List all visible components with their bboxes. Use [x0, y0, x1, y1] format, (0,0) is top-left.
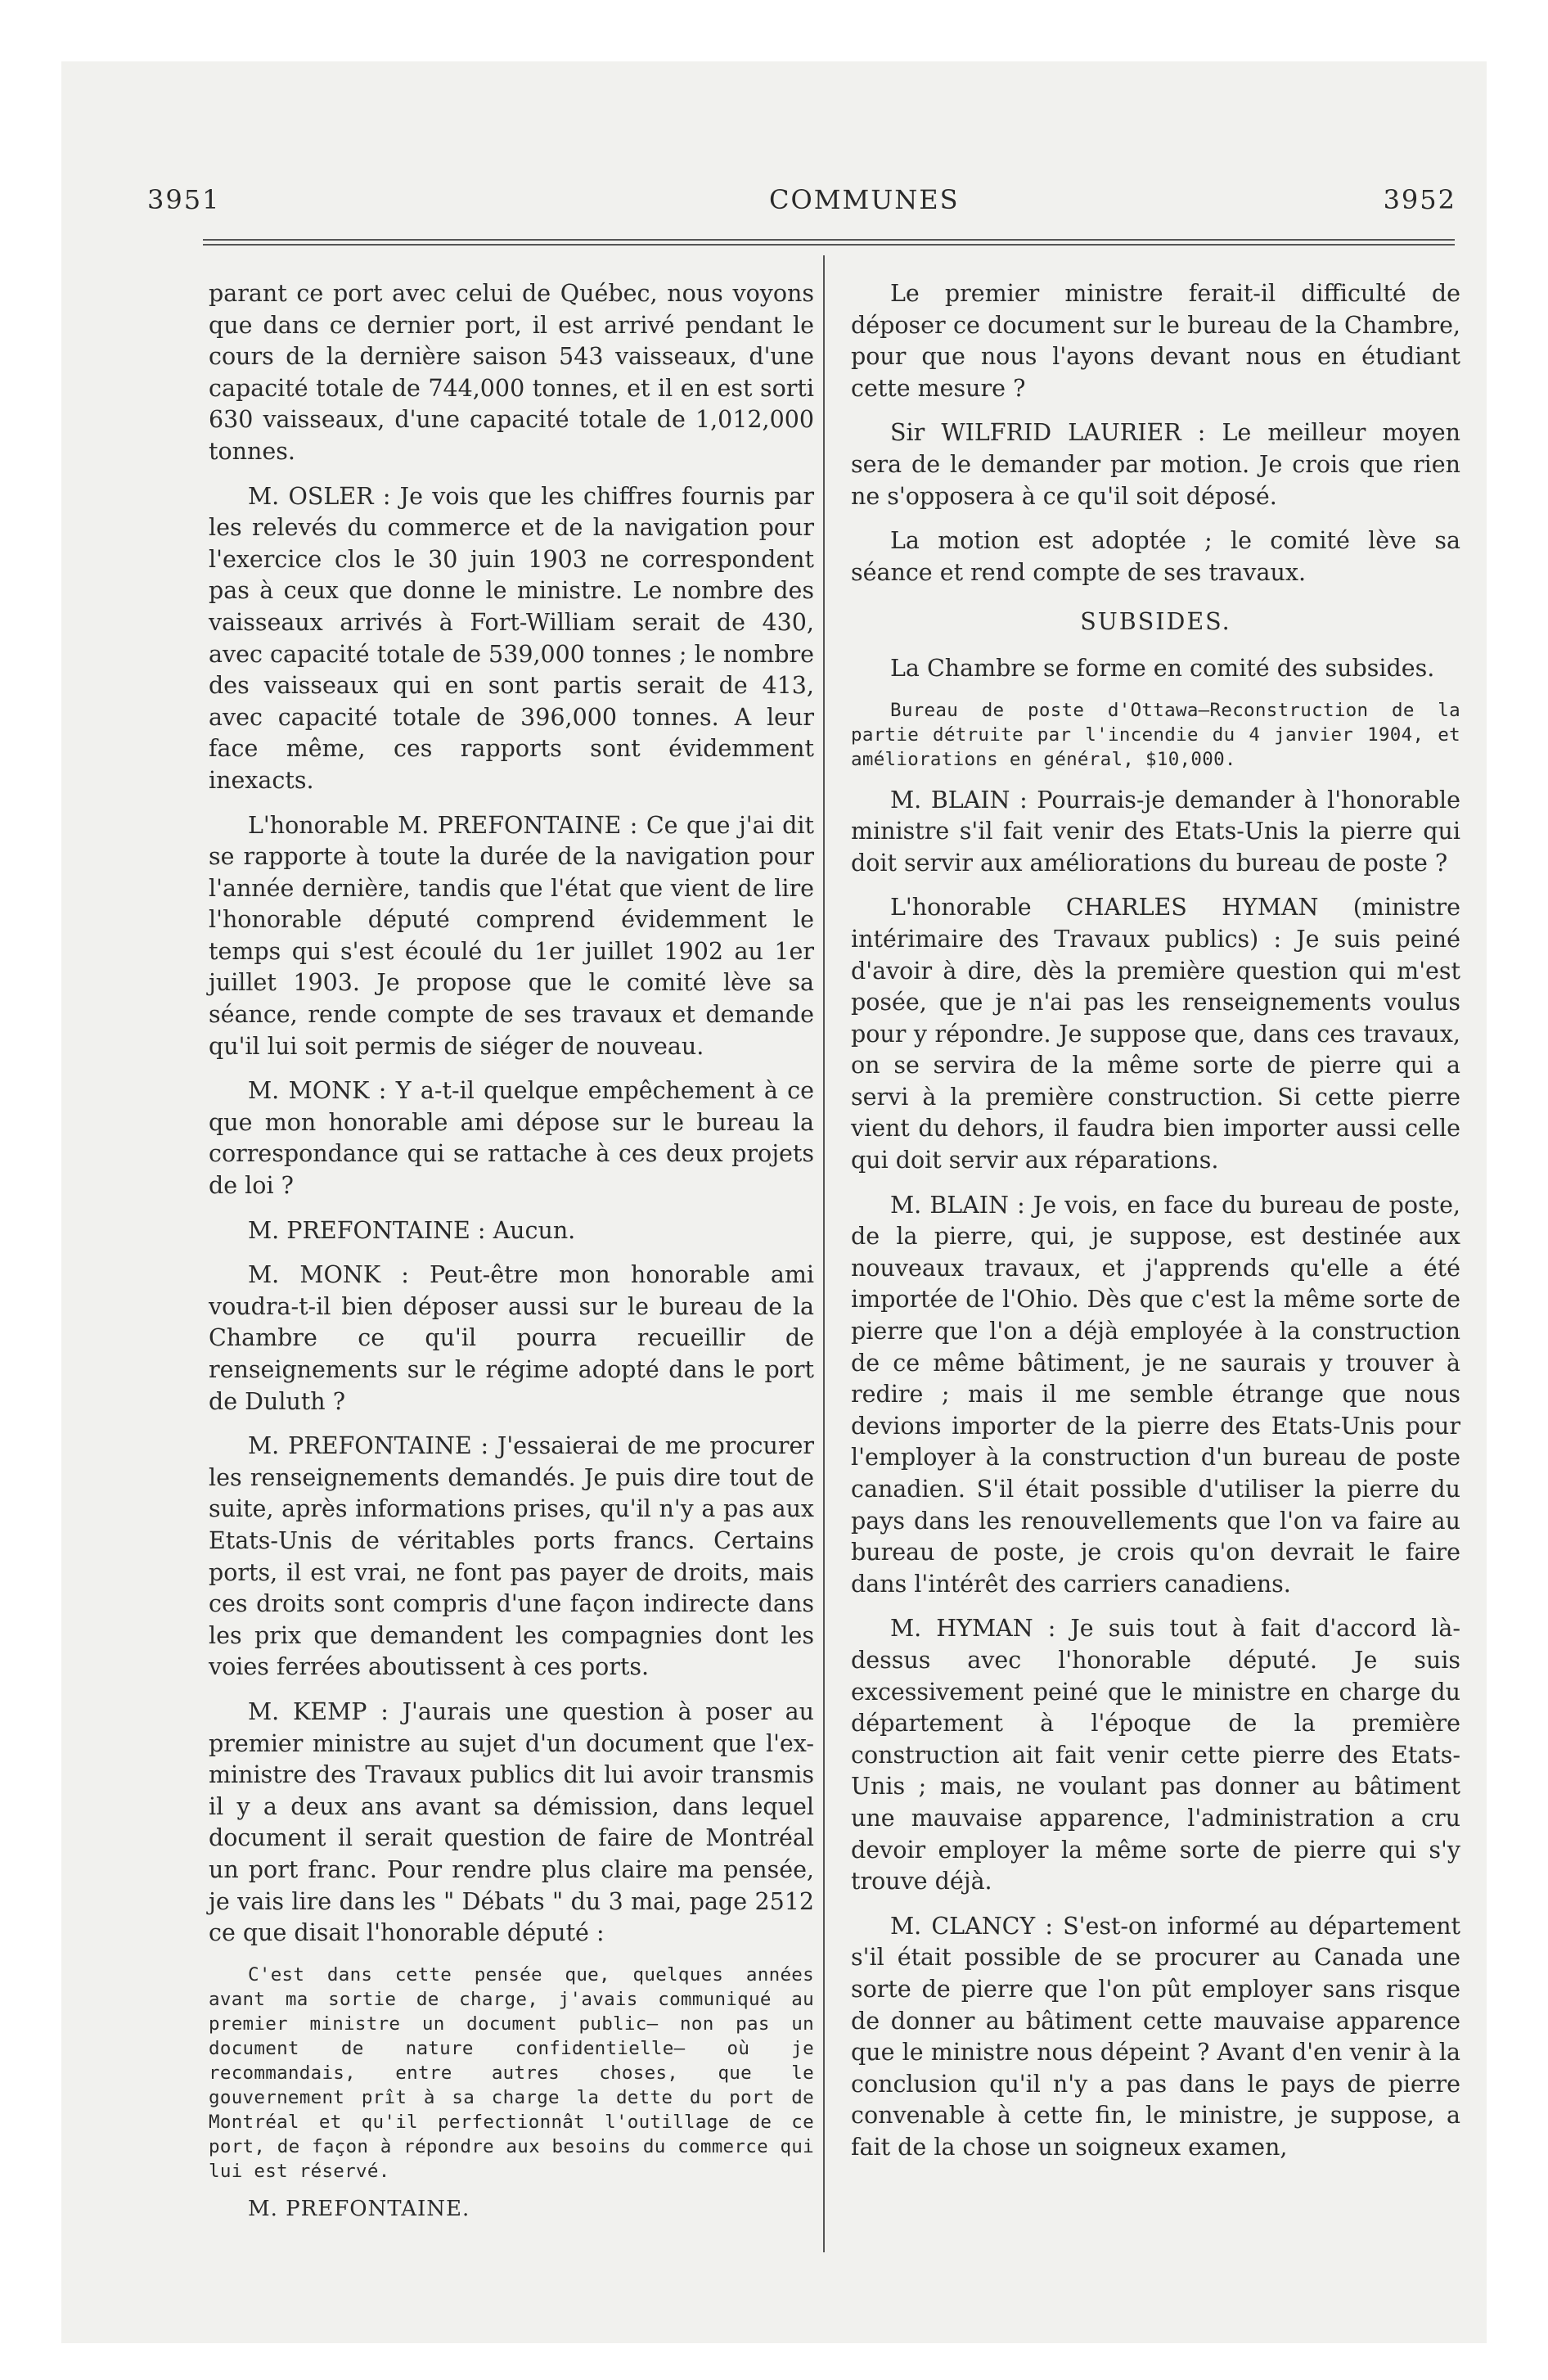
running-title: COMMUNES: [769, 184, 960, 215]
paragraph: M. BLAIN : Pourrais-je demander à l'honorable ministre s'il fait venir des Etats-Unis la pierre qui doit servir aux améliorations du bureau de poste ?: [851, 786, 1460, 877]
left-page-number: 3951: [147, 184, 221, 215]
header-rule-top: [203, 239, 1455, 241]
right-page-number: 3952: [1383, 184, 1456, 215]
paragraph: M. OSLER : Je vois que les chiffres fournis par les relevés du commerce et de la navigation pour l'exercice clos le 30 juin 1903 ne correspondent pas à ceux que donne le ministre. Le nombre des vaisseaux arrivés à Fort-William serait de 430, avec capacité totale de 539,000 tonnes ; le nombre des vaisseaux qui en sont partis serait de 413, avec capacité totale de 396,000 tonnes. A leur face même, ces rapports sont évidemment inexacts.: [209, 482, 814, 794]
paragraph: M. PREFONTAINE : J'essaierai de me procurer les renseignements demandés. Je puis dire tout de suite, après informations prises, qu'il n'y a pas aux Etats-Unis de véritables ports francs. Certains ports, il est vrai, ne font pas payer de droits, mais ces droits sont compris d'une façon indirecte dans les prix que demandent les compagnies dont les voies ferrées aboutissent à ces ports.: [209, 1432, 814, 1681]
paragraph: M. PREFONTAINE : Aucun.: [248, 1216, 576, 1244]
paragraph: M. BLAIN : Je vois, en face du bureau de poste, de la pierre, qui, je suppose, est destinée aux nouveaux travaux, et j'apprends qu'elle a été importée de l'Ohio. Dès que c'est la même sorte de pierre que l'on a déjà employée à la construction de ce même bâtiment, je ne saurais y trouver à redire ; mais il me semble étrange que nous devions importer de la pierre des Etats-Unis pour l'employer à la construction d'un bureau de poste canadien. S'il était possible d'utiliser la pierre du pays dans les renouvellements que l'on va faire au bureau de poste, je crois qu'on devrait le faire dans l'intérêt des carriers canadiens.: [851, 1191, 1460, 1598]
paragraph: L'honorable CHARLES HYMAN (ministre intérimaire des Travaux publics) : Je suis peiné d'avoir à dire, dès la première question qui m'est posée, que je n'ai pas les renseignements voulus pour y répondre. Je suppose que, dans ces travaux, on se servira de la même sorte de pierre qui a servi à la première construction. Si cette pierre vient du dehors, il faudra bien importer aussi celle qui doit servir aux réparations.: [851, 894, 1460, 1174]
paragraph: L'honorable M. PREFONTAINE : Ce que j'ai dit se rapporte à toute la durée de la navigation pour l'année dernière, tandis que l'état que vient de lire l'honorable député comprend évidemment le temps qui s'est écoulé du 1er juillet 1902 au 1er juillet 1903. Je propose que le comité lève sa séance, rende compte de ses travaux et demande qu'il lui soit permis de siéger de nouveau.: [209, 811, 814, 1060]
paragraph: Le premier ministre ferait-il difficulté de déposer ce document sur le bureau de la Chambre, pour que nous l'ayons devant nous en étudiant cette mesure ?: [851, 280, 1460, 402]
paragraph: parant ce port avec celui de Québec, nous voyons que dans ce dernier port, il est arrivé pendant le cours de la dernière saison 543 vaisseaux, d'une capacité totale de 744,000 tonnes, et il en est sorti 630 vaisseaux, d'une capacité totale de 1,012,000 tonnes.: [209, 280, 814, 465]
left-column: [209, 278, 814, 2238]
paragraph: La Chambre se forme en comité des subsides.: [890, 654, 1435, 682]
section-heading: SUBSIDES.: [1080, 608, 1231, 636]
quote-attribution: M. PREFONTAINE.: [248, 2196, 470, 2221]
paragraph: M. MONK : Y a-t-il quelque empêchement à ce que mon honorable ami dépose sur le bureau la correspondance qui se rattache à ces deux projets de loi ?: [209, 1077, 814, 1200]
paragraph: La motion est adoptée ; le comité lève sa séance et rend compte de ses travaux.: [851, 527, 1460, 586]
page-header: [147, 184, 1456, 217]
quoted-passage: C'est dans cette pensée que, quelques années avant ma sortie de charge, j'avais communiqué au premier ministre un document public— non pas un document de nature confidentielle— où je recommandais, entre autres choses, que le gouvernement prît à sa charge la dette du port de Montréal et qu'il perfectionnât l'outillage de ce port, de façon à répondre aux besoins du commerce qui lui est réservé.: [209, 1963, 814, 2182]
paragraph: Sir WILFRID LAURIER : Le meilleur moyen sera de le demander par motion. Je crois que rien ne s'opposera à ce qu'il soit déposé.: [851, 419, 1460, 510]
paragraph: M. MONK : Peut-être mon honorable ami voudra-t-il bien déposer aussi sur le bureau de la Chambre ce qu'il pourra recueillir de renseignements sur le régime adopté dans le port de Duluth ?: [209, 1261, 814, 1415]
paragraph: M. HYMAN : Je suis tout à fait d'accord là-dessus avec l'honorable député. Je suis excessivement peiné que le ministre en charge du département à l'époque de la première construction ait fait venir cette pierre des Etats-Unis ; mais, ne voulant pas donner au bâtiment une mauvaise apparence, l'administration a cru devoir employer la même sorte de pierre qui s'y trouve déjà.: [851, 1615, 1460, 1895]
paragraph: M. KEMP : J'aurais une question à poser au premier ministre au sujet d'un document que l'ex-ministre des Travaux publics dit lui avoir transmis il y a deux ans avant sa démission, dans lequel document il serait question de faire de Montréal un port franc. Pour rendre plus claire ma pensée, je vais lire dans les " Débats " du 3 mai, page 2512 ce que disait l'honorable député :: [209, 1697, 814, 1947]
paragraph: M. CLANCY : S'est-on informé au département s'il était possible de se procurer au Canada une sorte de pierre que l'on pût employer sans risque de donner au bâtiment cette mauvaise apparence que le ministre nous dépeint ? Avant d'en venir à la conclusion qu'il n'y a pas dans le pays de pierre convenable à cette fin, le ministre, je suppose, a fait de la chose un soigneux examen,: [851, 1912, 1460, 2161]
column-divider: [823, 255, 825, 2252]
header-rule-bottom: [203, 244, 1455, 246]
right-column: [851, 278, 1460, 2176]
budget-item: Bureau de poste d'Ottawa—Reconstruction de la partie détruite par l'incendie du 4 janvier 1904, et améliorations en général, $10,000.: [851, 699, 1460, 770]
